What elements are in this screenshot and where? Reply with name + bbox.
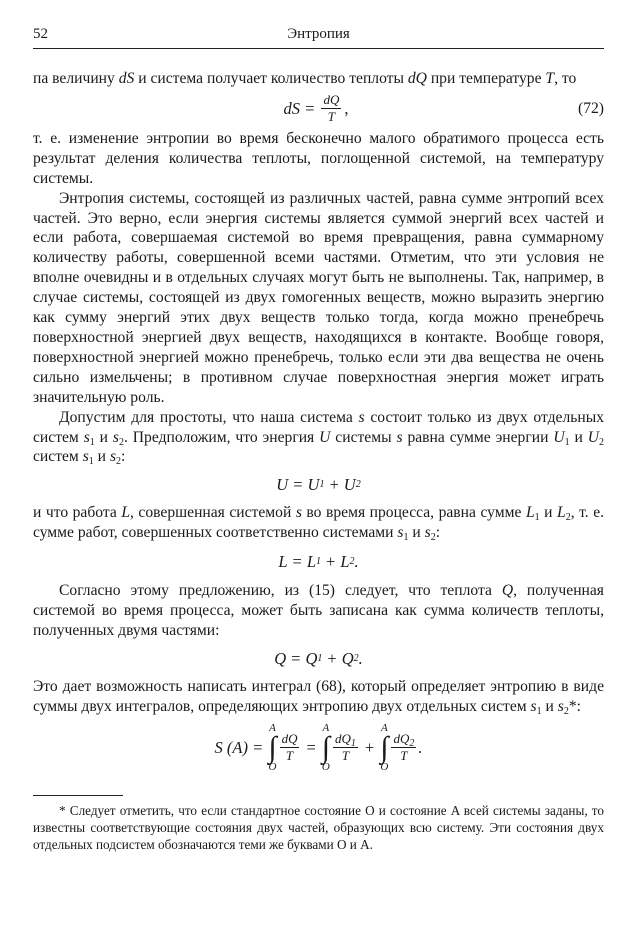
running-title: Энтропия [287, 26, 350, 42]
page-number: 52 [33, 26, 48, 42]
equation-number: (72) [578, 99, 604, 117]
equation-work-sum: L = L 1 + L 2 . [278, 552, 359, 572]
running-header [33, 24, 604, 49]
footnote-divider [33, 795, 123, 796]
integral-sign: A ∫ O [321, 721, 331, 773]
integral-sign: A ∫ O [380, 721, 389, 773]
page-body [33, 69, 604, 853]
paragraph-7: Это дает возможность написать интеграл (68), который определяет энтропию в виде суммы двух интегралов, определяющих энтропию двух отдельных систем $s_1$ и $s_2*$: [33, 677, 604, 717]
book-page [33, 24, 604, 853]
paragraph-3: Энтропия системы, состоящей из различных частей, равна сумме энтропий всех частей. Это верно, если энергия системы является суммой энергий всех частей и если работа, совершаемая системой во время превращения, равна суммарному количеству работы, совершенной всеми частями. Отметим, что эти условия не вполне очевидны и в отдельных случаях могут быть не выполнены. Так, например, в случае системы, состоящей из двух гомогенных веществ, можно выразить энергию как сумму энергий этих двух веществ только тогда, когда можно пренебречь поверхностной энергией двух веществ, находящихся в контакте. Вообще говоря, поверхностной энергией можно пренебречь, только если эти два вещества не очень сильно измельчены; в противном случае поверхностная энергия может играть значительную роль. [33, 189, 604, 406]
paragraph-4: Допустим для простоты, что наша система s состоит только из двух отдельных систем $s_1$ и $s_2$. Предположим, что энергия U системы s равна сумме энергии $U_1$ и $U_2$ систем $s_1$ и $s_2$: [33, 408, 604, 468]
paragraph-6: Согласно этому предложению, из (15) следует, что теплота Q, полученная системой во время процесса, может быть записана как сумма количеств теплоты, полученных двумя частями: [33, 582, 604, 639]
equation-72: dS = $\frac{dQ}{T}$ , (72) [283, 92, 604, 125]
integral-sign: A ∫ O [268, 721, 277, 773]
paragraph-5: и что работа L, совершенная системой s во время процесса, равна сумме $L_1$ и $L_2$, т. е. сумме работ, совершенных соответственно системами $s_1$ и $s_2$: [33, 504, 605, 544]
paragraph-2: т. е. изменение энтропии во время бесконечно малого обратимого процесса есть результат деления количества теплоты, поглощенной системой, на температуру системы. [33, 129, 604, 187]
equation-heat-sum: Q = Q 1 + Q 2 . [274, 648, 363, 668]
footnote [33, 802, 604, 854]
equation-entropy-integral: S (A) = A ∫ O $\frac{dQ}{T}$ = A ∫ O $\frac{dQ_1}{T}$ + A ∫ O $\frac{dQ_2}{T}$ . [214, 721, 423, 773]
paragraph-1: па величину dS и система получает количество теплоты dQ при температуре T, то [33, 70, 577, 87]
footnote-text: * Следует отметить, что если стандартное состояние O и состояние A всей системы заданы, то известны соответствующие состояния двух частей, образующих всю систему. Эти состояния двух отдельных подсистем обозначаются теми же буквами O и A. [33, 802, 604, 853]
equation-energy-sum: U = U 1 + U 2 [276, 475, 361, 495]
